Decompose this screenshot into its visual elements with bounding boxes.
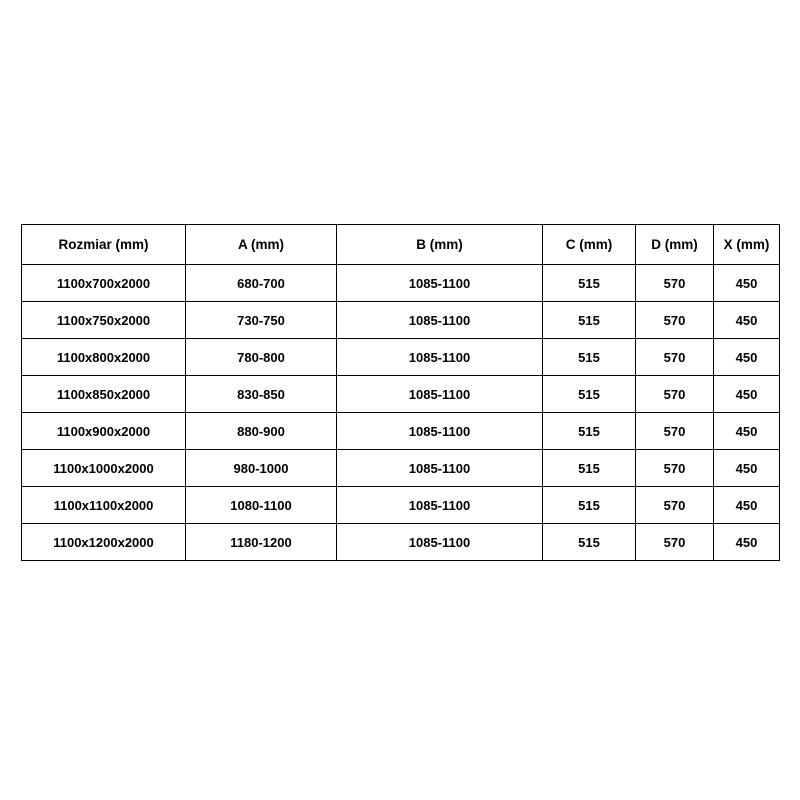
cell-x: 450 <box>714 450 780 487</box>
table-header-row <box>22 225 780 265</box>
cell-c: 515 <box>543 487 636 524</box>
cell-a: 1180-1200 <box>186 524 337 561</box>
cell-rozmiar: 1100x700x2000 <box>22 265 186 302</box>
size-table <box>21 224 780 561</box>
cell-rozmiar: 1100x800x2000 <box>22 339 186 376</box>
cell-b: 1085-1100 <box>337 413 543 450</box>
cell-a: 1080-1100 <box>186 487 337 524</box>
cell-d: 570 <box>636 413 714 450</box>
cell-d: 570 <box>636 450 714 487</box>
cell-x: 450 <box>714 413 780 450</box>
cell-b: 1085-1100 <box>337 302 543 339</box>
cell-rozmiar: 1100x1200x2000 <box>22 524 186 561</box>
column-header-d: D (mm) <box>636 225 714 265</box>
cell-rozmiar: 1100x1100x2000 <box>22 487 186 524</box>
cell-b: 1085-1100 <box>337 487 543 524</box>
size-table-container <box>21 224 779 561</box>
cell-d: 570 <box>636 487 714 524</box>
table-row <box>22 339 780 376</box>
cell-d: 570 <box>636 524 714 561</box>
cell-a: 730-750 <box>186 302 337 339</box>
cell-c: 515 <box>543 339 636 376</box>
cell-d: 570 <box>636 376 714 413</box>
cell-d: 570 <box>636 265 714 302</box>
cell-d: 570 <box>636 339 714 376</box>
table-row <box>22 302 780 339</box>
cell-c: 515 <box>543 413 636 450</box>
cell-x: 450 <box>714 265 780 302</box>
column-header-b: B (mm) <box>337 225 543 265</box>
cell-rozmiar: 1100x1000x2000 <box>22 450 186 487</box>
table-row <box>22 265 780 302</box>
cell-rozmiar: 1100x900x2000 <box>22 413 186 450</box>
cell-x: 450 <box>714 302 780 339</box>
cell-c: 515 <box>543 265 636 302</box>
cell-c: 515 <box>543 376 636 413</box>
table-row <box>22 487 780 524</box>
cell-rozmiar: 1100x850x2000 <box>22 376 186 413</box>
table-row <box>22 413 780 450</box>
cell-x: 450 <box>714 487 780 524</box>
cell-b: 1085-1100 <box>337 524 543 561</box>
cell-a: 780-800 <box>186 339 337 376</box>
cell-rozmiar: 1100x750x2000 <box>22 302 186 339</box>
cell-x: 450 <box>714 524 780 561</box>
cell-c: 515 <box>543 524 636 561</box>
cell-b: 1085-1100 <box>337 339 543 376</box>
cell-b: 1085-1100 <box>337 265 543 302</box>
cell-a: 830-850 <box>186 376 337 413</box>
cell-x: 450 <box>714 376 780 413</box>
cell-a: 980-1000 <box>186 450 337 487</box>
column-header-x: X (mm) <box>714 225 780 265</box>
table-row <box>22 450 780 487</box>
cell-a: 680-700 <box>186 265 337 302</box>
cell-c: 515 <box>543 302 636 339</box>
column-header-c: C (mm) <box>543 225 636 265</box>
cell-d: 570 <box>636 302 714 339</box>
cell-b: 1085-1100 <box>337 450 543 487</box>
column-header-rozmiar: Rozmiar (mm) <box>22 225 186 265</box>
cell-c: 515 <box>543 450 636 487</box>
cell-b: 1085-1100 <box>337 376 543 413</box>
cell-x: 450 <box>714 339 780 376</box>
cell-a: 880-900 <box>186 413 337 450</box>
table-row <box>22 376 780 413</box>
column-header-a: A (mm) <box>186 225 337 265</box>
table-row <box>22 524 780 561</box>
